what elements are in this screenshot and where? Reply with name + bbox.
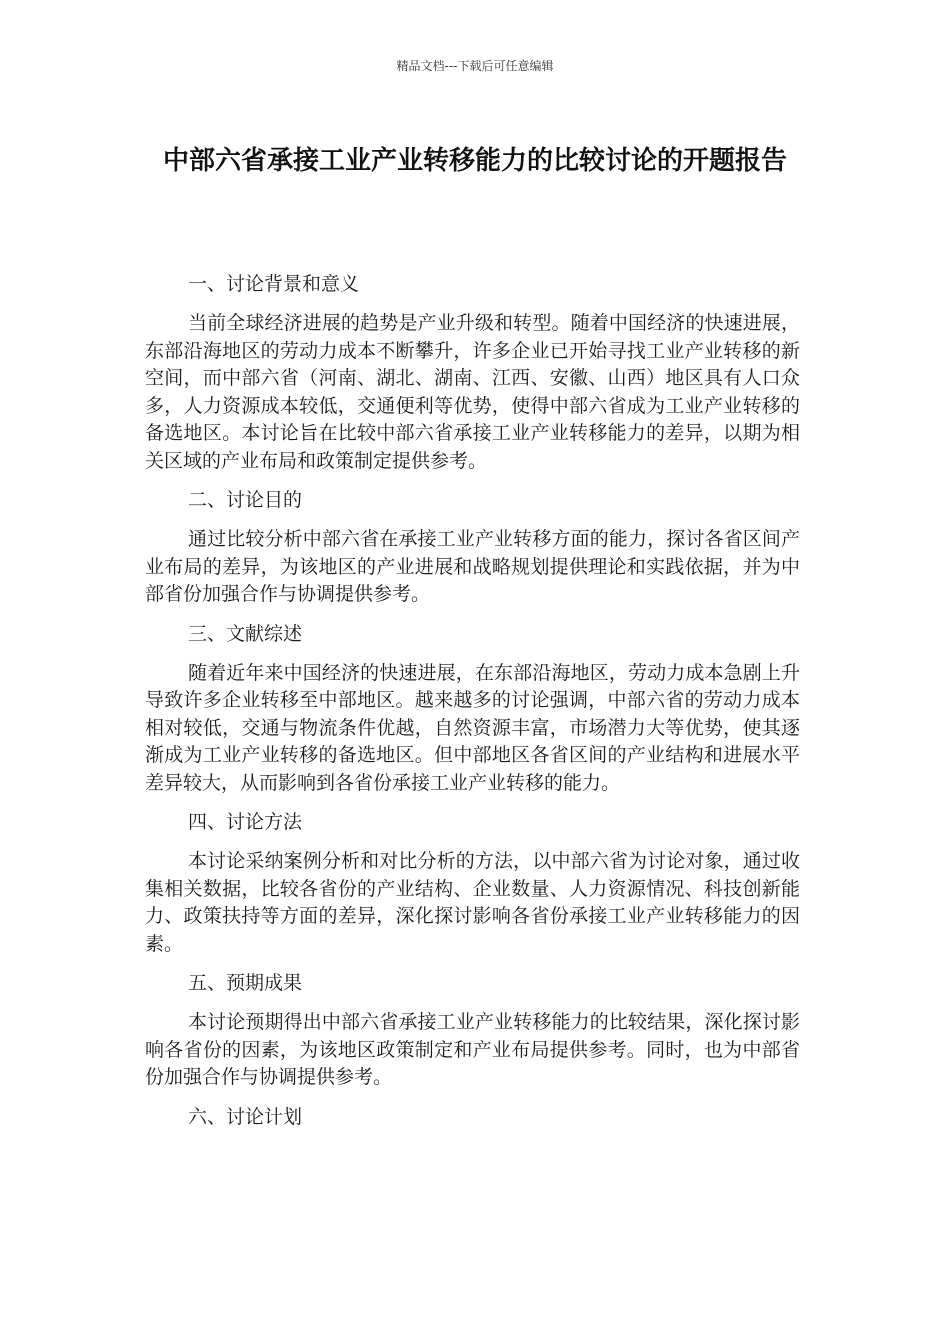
section-heading-literature: 三、文献综述: [188, 622, 303, 645]
section-body-purpose: 通过比较分析中部六省在承接工业产业转移方面的能力，探讨各省区间产业布局的差异，为该地区的产业进展和战略规划提供理论和实践依据，并为中部省份加强合作与协调提供参考。: [145, 528, 800, 605]
section-heading-background: 一、讨论背景和意义: [188, 273, 360, 295]
document-body: [145, 267, 800, 1143]
section-heading-results: 五、预期成果: [188, 972, 303, 994]
section-body-method: 本讨论采纳案例分析和对比分析的方法，以中部六省为讨论对象，通过收集相关数据，比较各省份的产业结构、企业数量、人力资源情况、科技创新能力、政策扶持等方面的差异，深化探讨影响各省份承接工业产业转移能力的因素。: [145, 850, 800, 955]
header-note: 精品文档---下载后可任意编辑: [396, 59, 554, 73]
section-heading-purpose: 二、讨论目的: [188, 489, 303, 511]
section-heading-method: 四、讨论方法: [188, 811, 303, 833]
section-body-literature: 随着近年来中国经济的快速进展，在东部沿海地区，劳动力成本急剧上升导致许多企业转移至中部地区。越来越多的讨论强调，中部六省的劳动力成本相对较低，交通与物流条件优越，自然资源丰富，市场潜力大等优势，使其逐渐成为工业产业转移的备选地区。但中部地区各省区间的产业结构和进展水平差异较大，从而影响到各省份承接工业产业转移的能力。: [145, 661, 800, 794]
section-body-background: 当前全球经济进展的趋势是产业升级和转型。随着中国经济的快速进展，东部沿海地区的劳动力成本不断攀升，许多企业已开始寻找工业产业转移的新空间，而中部六省（河南、湖北、湖南、江西、安徽、山西）地区具有人口众多，人力资源成本较低，交通便利等优势，使得中部六省成为工业产业转移的备选地区。本讨论旨在比较中部六省承接工业产业转移能力的差异，以期为相关区域的产业布局和政策制定提供参考。: [145, 312, 800, 472]
section-heading-plan: 六、讨论计划: [188, 1105, 303, 1128]
section-body-results: 本讨论预期得出中部六省承接工业产业转移能力的比较结果，深化探讨影响各省份的因素，为该地区政策制定和产业布局提供参考。同时，也为中部省份加强合作与协调提供参考。: [145, 1011, 800, 1088]
document-title: 中部六省承接工业产业转移能力的比较讨论的开题报告: [162, 146, 787, 176]
